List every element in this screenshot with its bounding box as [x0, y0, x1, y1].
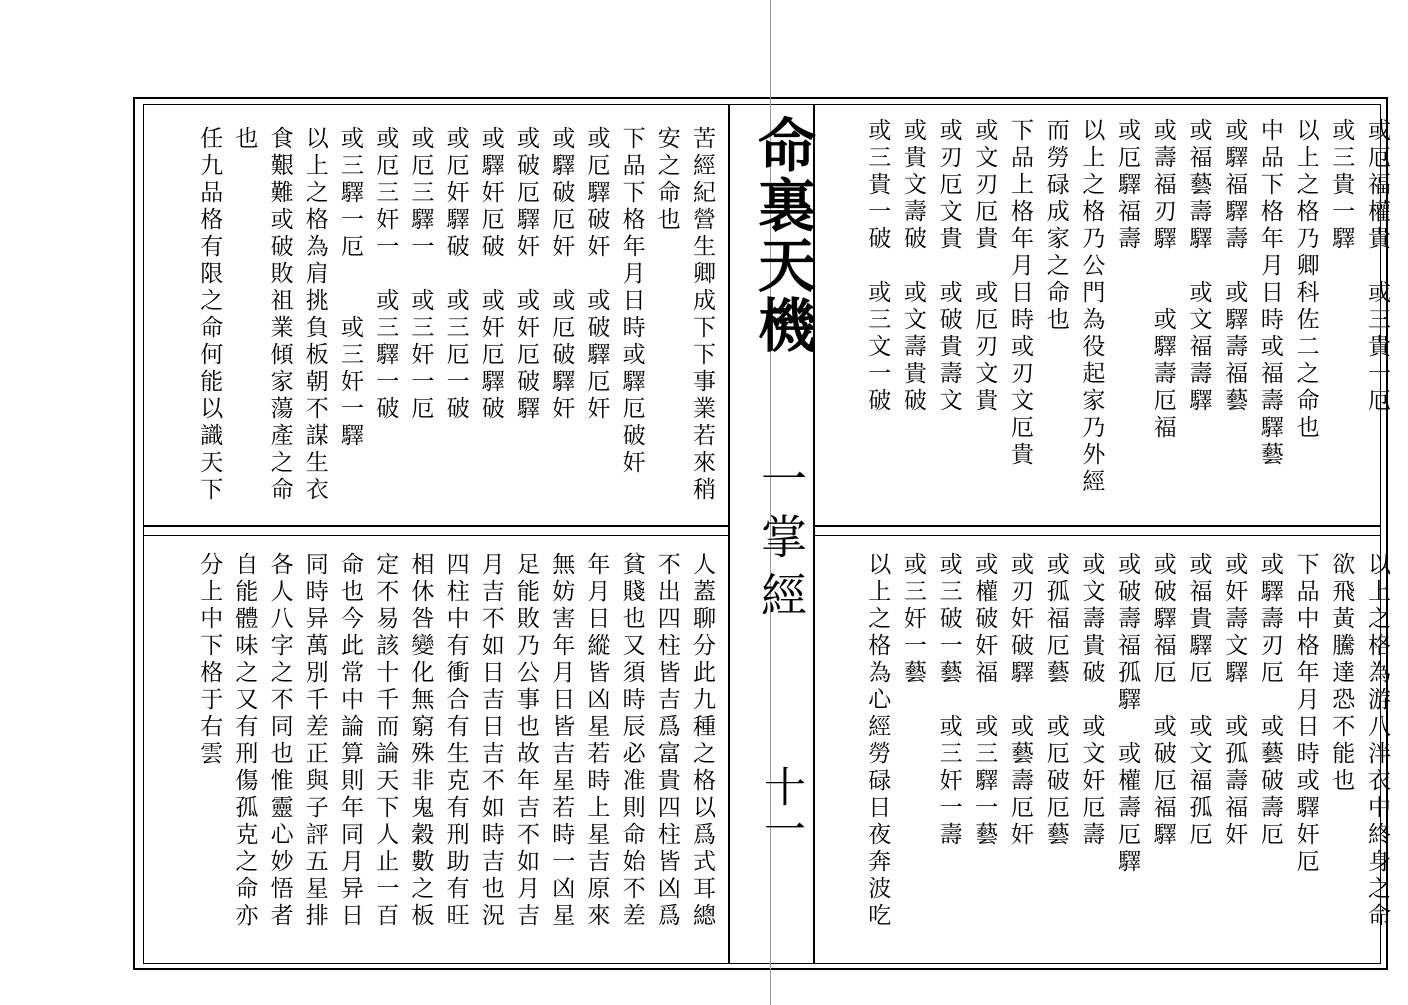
right-bottom-column: 以上之格為游八泮衣中終身之命: [1364, 552, 1390, 930]
right-top-column: 或貴文壽破 或文壽貴破: [899, 118, 926, 415]
left-bottom-column: 足能敗乃公事也故年吉不如月吉: [513, 552, 539, 930]
left-bottom-column: 不出四柱皆吉爲富貴四柱皆凶爲: [653, 552, 680, 930]
right-top-column: 或厄驛福壽: [1114, 118, 1141, 253]
section-title: 一掌經: [754, 455, 808, 629]
right-bottom-column: 或權破奸福 或三驛一藝: [971, 552, 998, 849]
right-bottom-column: 欲飛黃騰達恐不能也: [1328, 552, 1355, 795]
left-bottom-column: 各人八字之不同也惟靈心妙悟者: [266, 552, 293, 930]
right-bottom-column: 或福貴驛厄 或文福孤厄: [1185, 552, 1212, 849]
left-divider: [143, 525, 728, 527]
right-top-column: 或厄福權貴 或三貴一厄: [1364, 118, 1390, 415]
right-top-column: 或三貴一驛: [1328, 118, 1355, 253]
right-bottom-column: 或驛壽刃厄 或藝破壽厄: [1256, 552, 1283, 849]
left-bottom-column: 定不易該十千而論天下人止一百: [372, 552, 399, 930]
left-top-column: 或驛破厄奸 或厄破驛奸: [548, 126, 575, 423]
right-bottom-column: 或奸壽文驛 或孤壽福奸: [1221, 552, 1248, 849]
right-bottom-column: 或三奸一藝: [899, 552, 926, 687]
left-bottom-column: 同時异萬別千差正與子評五星排: [301, 552, 328, 930]
right-top-column: 或壽福刃驛 或驛壽厄福: [1149, 118, 1176, 442]
right-top-column: 以上之格乃公門為役起家乃外經: [1078, 118, 1105, 496]
left-top-column: 或厄奸驛破 或三厄一破: [442, 126, 469, 423]
right-bottom-column: 或破驛福厄 或破厄福驛: [1149, 552, 1176, 849]
right-top-column: 下品上格年月日時或刃文厄貴: [1007, 118, 1033, 469]
right-bottom-column: 或刃奸破驛 或藝壽厄奸: [1007, 552, 1033, 849]
right-top-column: 或三貴一破 或三文一破: [864, 118, 891, 415]
page-number: 十一: [758, 765, 807, 849]
left-bottom-column: 命也今此常中論算則年同月异日: [337, 552, 363, 930]
left-divider-thin: [143, 535, 728, 536]
spine-border-left: [728, 104, 730, 964]
left-top-column: 下品下格年月日時或驛厄破奸: [618, 126, 645, 477]
right-bottom-column: 或破壽福孤驛 或權壽厄驛: [1114, 552, 1141, 876]
left-top-column: 或厄三奸一 或三驛一破: [372, 126, 399, 423]
right-bottom-column: 或三破一藝 或三奸一壽: [935, 552, 962, 849]
left-bottom-column: 月吉不如日吉日吉不如時吉也況: [477, 552, 504, 930]
left-top-column: 也: [231, 126, 258, 153]
left-bottom-column: 人蓋聊分此九種之格以爲式耳總: [689, 552, 715, 930]
left-bottom-column: 相休咎變化無窮殊非鬼穀數之板: [407, 552, 434, 930]
left-top-column: 或破厄驛奸 或奸厄破驛: [513, 126, 539, 423]
left-top-column: 苦經紀營生卿成下下事業若來稍: [689, 126, 715, 504]
right-top-column: 或驛福驛壽 或驛壽福藝: [1221, 118, 1248, 415]
right-bottom-column: 或文壽貴破 或文奸厄壽: [1078, 552, 1105, 849]
left-top-column: 或厄驛破奸 或破驛厄奸: [583, 126, 610, 423]
right-divider: [815, 525, 1381, 527]
left-bottom-column: 年月日縱皆凶星若時上星吉原來: [583, 552, 610, 930]
right-top-column: 或福藝壽驛 或文福壽驛: [1185, 118, 1212, 415]
right-top-column: 或文刃厄貴 或厄刃文貴: [971, 118, 998, 415]
left-bottom-column: 分上中下格于右雲: [196, 552, 223, 768]
left-top-column: 食艱難或破敗祖業傾家蕩產之命: [266, 126, 293, 504]
left-top-column: 或驛奸厄破 或奸厄驛破: [477, 126, 504, 423]
left-top-column: 安之命也: [653, 126, 680, 234]
left-top-column: 或三驛一厄 或三奸一驛: [337, 126, 363, 450]
right-top-column: 或刃厄文貴 或破貴壽文: [935, 118, 962, 415]
left-bottom-column: 自能體味之又有刑傷孤克之命亦: [231, 552, 258, 930]
left-bottom-column: 四柱中有衝合有生克有刑助有旺: [442, 552, 469, 930]
left-top-column: 或厄三驛一 或三奸一厄: [407, 126, 434, 423]
right-top-column: 中品下格年月日時或福壽驛藝: [1256, 118, 1283, 469]
left-bottom-column: 貧賤也又須時辰必准則命始不差: [618, 552, 645, 930]
right-top-column: 以上之格乃卿科佐二之命也: [1292, 118, 1319, 442]
right-bottom-column: 或孤福厄藝 或厄破厄藝: [1042, 552, 1069, 849]
left-top-column: 以上之格為肩挑負板朝不謀生衣: [301, 126, 328, 504]
left-top-column: 任九品格有限之命何能以識天下: [196, 126, 223, 504]
right-bottom-column: 下品中格年月日時或驛奸厄: [1292, 552, 1319, 876]
book-title: 命裏天機: [748, 115, 816, 355]
right-divider-thin: [815, 535, 1381, 536]
left-bottom-column: 無妨害年月日皆吉星若時一凶星: [548, 552, 575, 930]
right-top-column: 而勞碌成家之命也: [1042, 118, 1069, 334]
right-bottom-column: 以上之格為心經勞碌日夜奔波吃: [864, 552, 891, 930]
